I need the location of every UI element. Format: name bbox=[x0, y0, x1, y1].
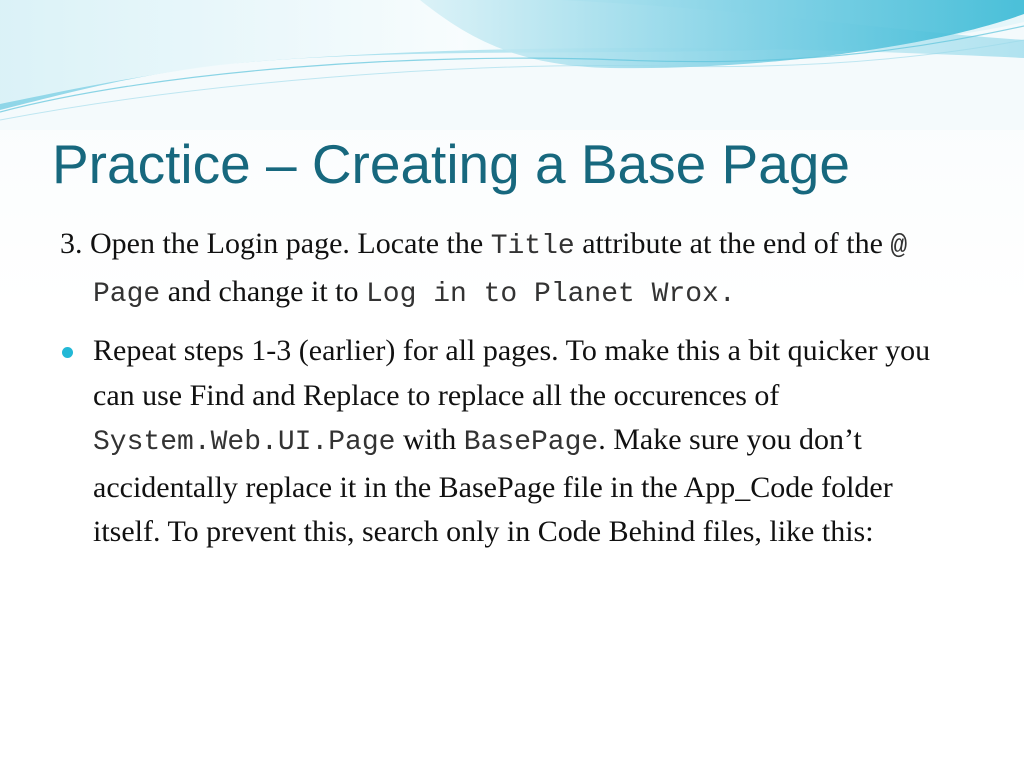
step-3-paragraph bbox=[60, 222, 960, 317]
bullet-text-2: with bbox=[395, 423, 464, 456]
bullet-text-3: . Make sure you don’t accidentally replace it in the BasePage file in the App_Code folder itself. To prevent this, search only in Code Behind files, like this: bbox=[93, 423, 893, 548]
code-title-attribute: Title bbox=[490, 231, 575, 262]
bullet-icon bbox=[62, 347, 73, 358]
bullet-paragraph bbox=[60, 329, 960, 555]
slide-body bbox=[60, 222, 960, 555]
header-wave-decoration bbox=[0, 0, 1024, 130]
step-3-text-1: 3. Open the Login page. Locate the bbox=[60, 227, 491, 260]
step-3-text-3: and change it to bbox=[160, 274, 366, 308]
step-3-text-2: attribute at the end of the bbox=[574, 227, 891, 260]
code-title-value: Log in to Planet Wrox. bbox=[366, 278, 736, 310]
code-page-directive: @ Page bbox=[93, 231, 908, 310]
bullet-text-1: Repeat steps 1-3 (earlier) for all pages. To make this a bit quicker you can use Find and Replace to replace all the occurences of bbox=[93, 334, 931, 412]
slide-title: Practice – Creating a Base Page bbox=[52, 133, 850, 195]
code-basepage: BasePage bbox=[463, 427, 599, 458]
code-system-web-ui-page: System.Web.UI.Page bbox=[93, 427, 396, 458]
